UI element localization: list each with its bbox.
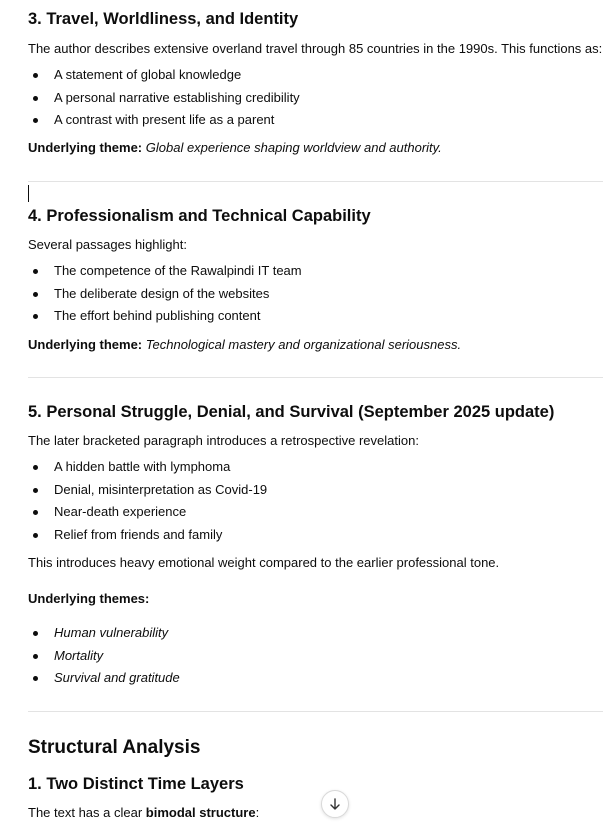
list-item-text: Survival and gratitude xyxy=(54,670,180,685)
structural-analysis-heading: Structural Analysis xyxy=(28,737,201,758)
list-item: The competence of the Rawalpindi IT team xyxy=(28,263,302,286)
section-5-themes-label xyxy=(28,591,149,606)
section-3-intro: The author describes extensive overland travel through 85 countries in the 1990s. This functions as: xyxy=(28,41,603,56)
divider xyxy=(28,377,603,378)
text-bold: bimodal structure xyxy=(145,805,256,820)
list-item: Denial, misinterpretation as Covid-19 xyxy=(28,482,267,505)
list-item-text: Mortality xyxy=(54,647,104,663)
divider xyxy=(28,181,603,182)
list-item: A hidden battle with lymphoma xyxy=(28,459,267,482)
section-3-heading: 3. Travel, Worldliness, and Identity xyxy=(28,10,299,28)
section-5-themes-list xyxy=(28,625,180,693)
list-item: Near-death experience xyxy=(28,504,267,527)
theme-text: Global experience shaping worldview and authority. xyxy=(145,140,442,155)
list-item: A statement of global knowledge xyxy=(28,67,300,90)
themes-label: Underlying themes: xyxy=(28,591,150,606)
structural-text xyxy=(28,805,259,820)
list-item xyxy=(28,670,180,693)
list-item: The effort behind publishing content xyxy=(28,308,302,331)
arrow-down-icon xyxy=(328,797,342,811)
scroll-down-button[interactable] xyxy=(321,790,349,818)
list-item: The deliberate design of the websites xyxy=(28,286,302,309)
section-3-list xyxy=(28,67,300,135)
list-item-text: Human vulnerability xyxy=(54,625,169,640)
section-3-theme xyxy=(28,140,442,155)
list-item xyxy=(28,648,180,671)
section-4-heading: 4. Professionalism and Technical Capability xyxy=(28,207,371,225)
list-item: A personal narrative establishing credibility xyxy=(28,90,300,113)
divider xyxy=(28,711,603,712)
theme-text: Technological mastery and organizational seriousness. xyxy=(145,337,462,352)
section-5-list xyxy=(28,459,267,549)
section-5-intro: The later bracketed paragraph introduces a retrospective revelation: xyxy=(28,433,419,448)
section-5-heading: 5. Personal Struggle, Denial, and Survival (September 2025 update) xyxy=(28,403,555,421)
section-4-list xyxy=(28,263,302,331)
theme-label: Underlying theme: xyxy=(28,140,143,155)
section-5-weight-text: This introduces heavy emotional weight compared to the earlier professional tone. xyxy=(28,555,500,570)
list-item: Relief from friends and family xyxy=(28,527,267,550)
list-item: A contrast with present life as a parent xyxy=(28,112,300,135)
list-item xyxy=(28,625,180,648)
text-suffix: : xyxy=(255,805,260,820)
theme-label: Underlying theme: xyxy=(28,337,143,352)
section-4-theme xyxy=(28,337,461,352)
time-layers-heading: 1. Two Distinct Time Layers xyxy=(28,775,244,793)
text-prefix: The text has a clear xyxy=(28,805,146,820)
text-cursor xyxy=(28,185,29,202)
section-4-intro: Several passages highlight: xyxy=(28,237,187,252)
